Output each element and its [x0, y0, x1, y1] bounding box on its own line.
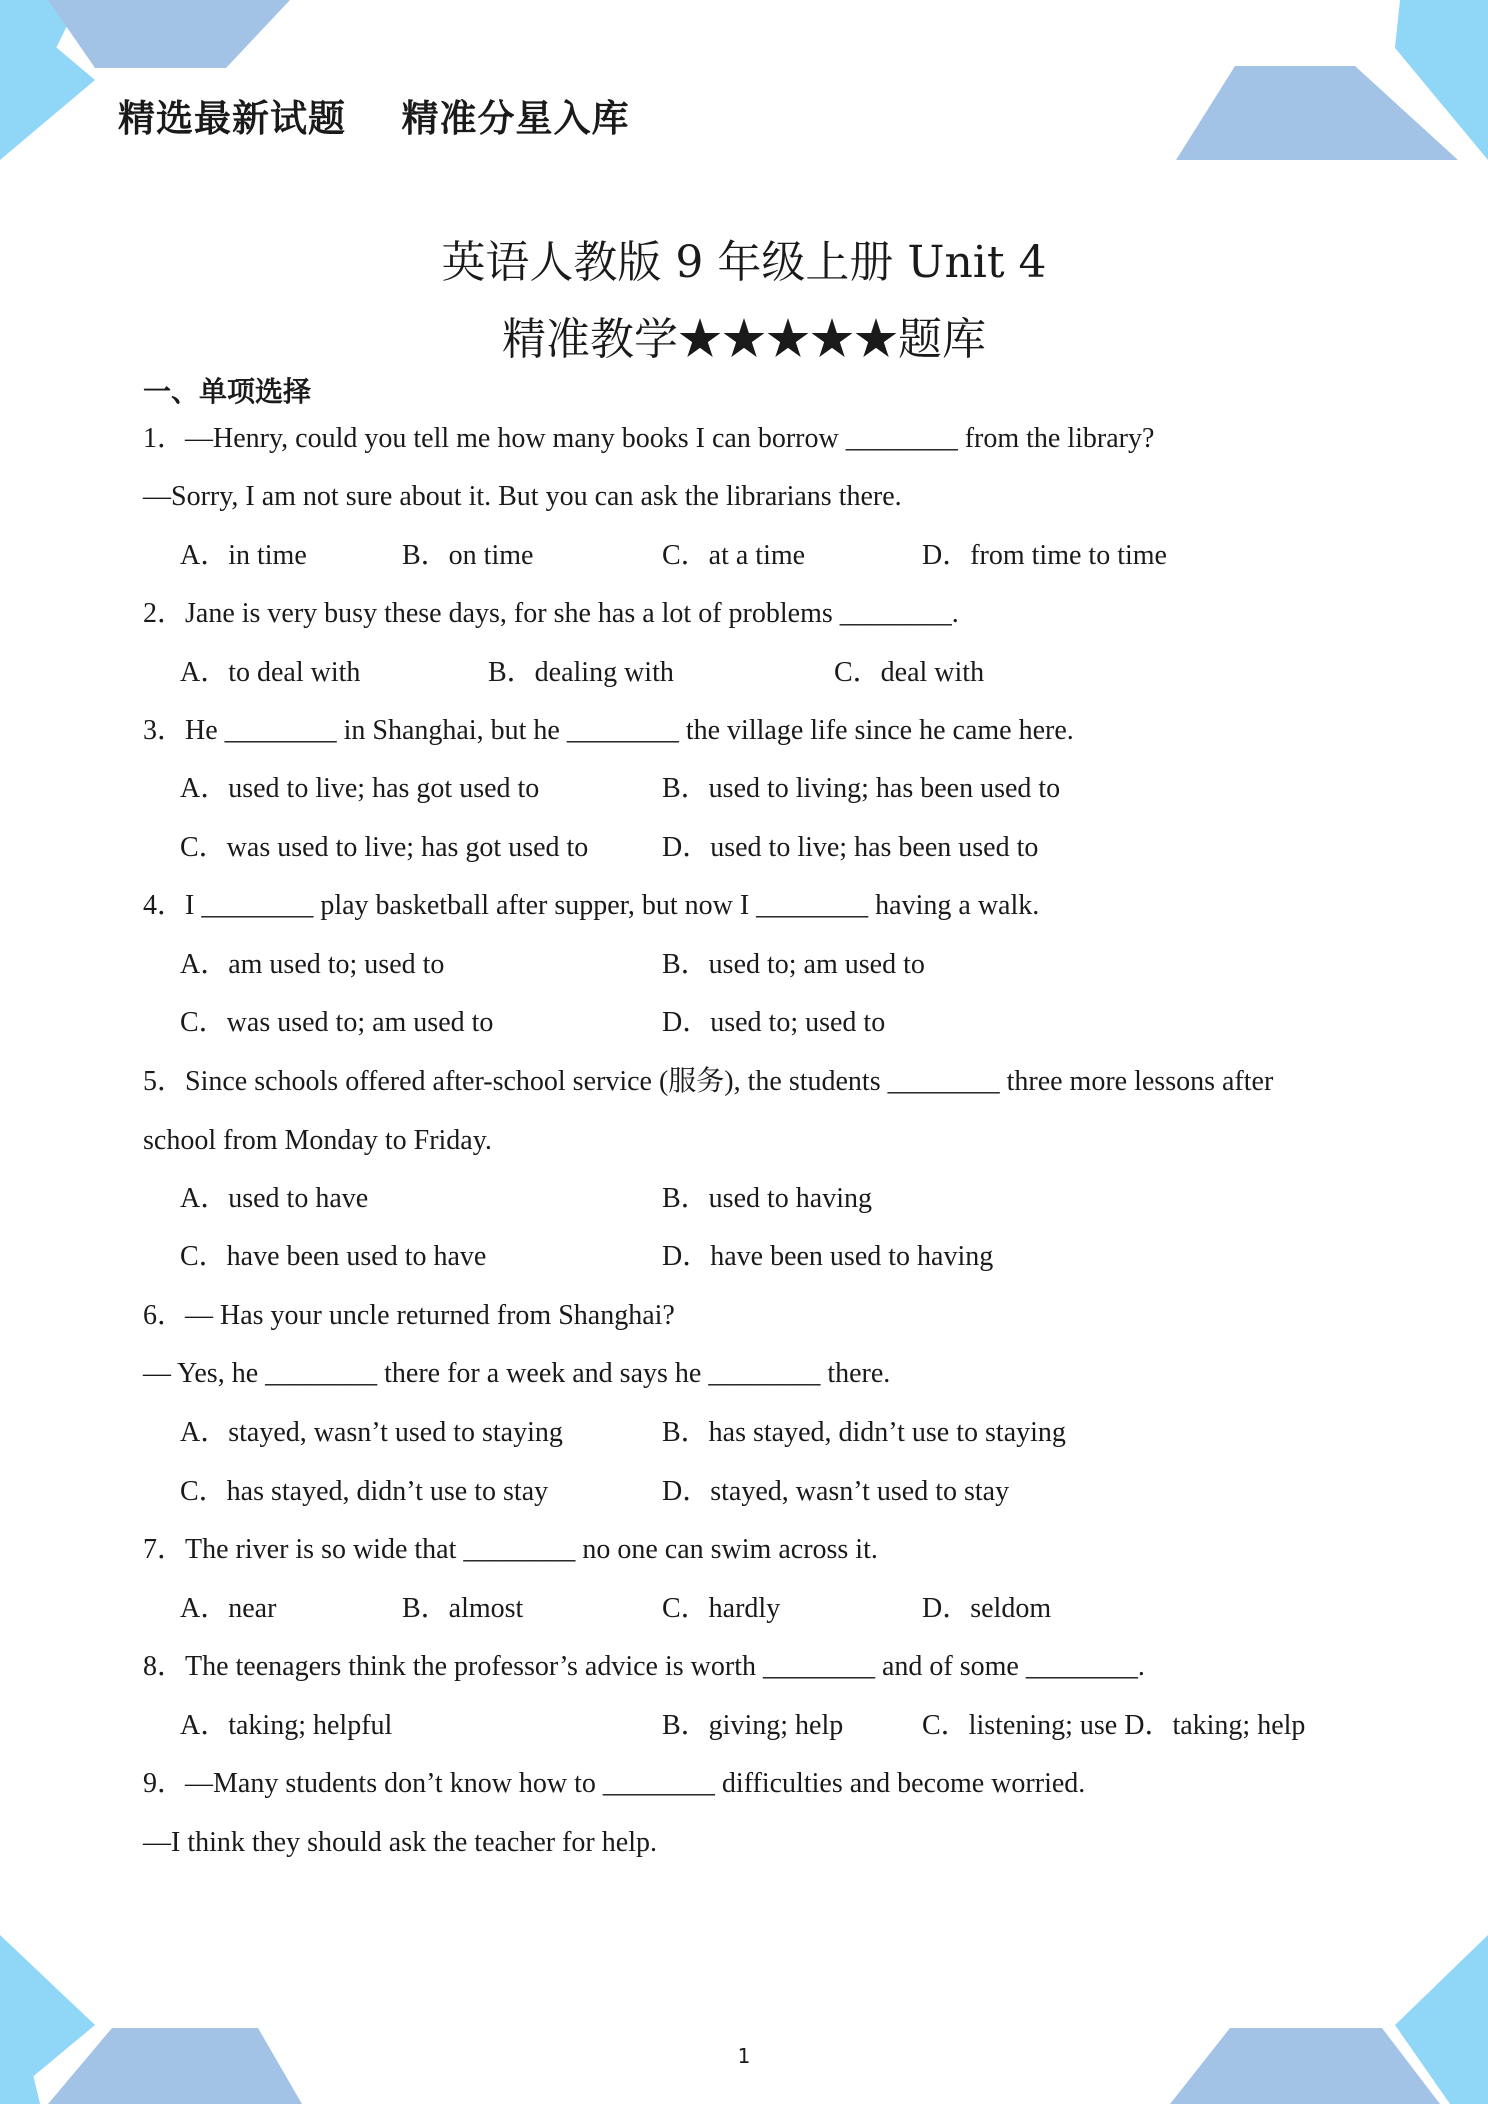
question-1-line-2: —Sorry, I am not sure about it. But you can ask the librarians there.	[143, 481, 902, 512]
question-6-line-2: — Yes, he ________ there for a week and says he ________ there.	[143, 1358, 891, 1389]
question-7-option-c: C．hardly	[662, 1593, 781, 1624]
question-7-option-d: D．seldom	[922, 1593, 1052, 1624]
question-2-option-a: A．to deal with	[180, 657, 361, 688]
question-8-option-a: A．taking; helpful	[180, 1710, 393, 1741]
question-2-line-1: 2．Jane is very busy these days, for she has a lot of problems ________.	[143, 598, 959, 629]
question-6-option-c: C．has stayed, didn’t use to stay	[180, 1476, 549, 1507]
page-subtitle: 精准教学★★★★★题库	[502, 314, 986, 365]
page-number: 1	[737, 2044, 751, 2068]
question-4-option-b: B．used to; am used to	[662, 949, 925, 980]
question-5-option-c: C．have been used to have	[180, 1241, 487, 1272]
question-8-option-b: B．giving; help	[662, 1710, 844, 1741]
question-5-option-a: A．used to have	[180, 1183, 369, 1214]
question-5-line-1: 5．Since schools offered after-school service (服务), the students ________ three more lessons after	[143, 1066, 1274, 1097]
question-2-option-b: B．dealing with	[488, 657, 674, 688]
question-5-option-b: B．used to having	[662, 1183, 872, 1214]
question-2-option-c: C．deal with	[834, 657, 985, 688]
question-7-option-b: B．almost	[402, 1593, 524, 1624]
question-4-option-c: C．was used to; am used to	[180, 1007, 494, 1038]
question-9-line-1: 9．—Many students don’t know how to ________ difficulties and become worried.	[143, 1768, 1086, 1799]
question-1-line-1: 1．—Henry, could you tell me how many books I can borrow ________ from the library?	[143, 423, 1155, 454]
question-4-option-d: D．used to; used to	[662, 1007, 886, 1038]
question-9-line-2: —I think they should ask the teacher for help.	[143, 1827, 657, 1858]
question-5-line-2: school from Monday to Friday.	[143, 1125, 492, 1156]
question-8-option-cd: C．listening; use D．taking; help	[922, 1710, 1306, 1741]
question-7-line-1: 7．The river is so wide that ________ no one can swim across it.	[143, 1534, 878, 1565]
question-6-option-d: D．stayed, wasn’t used to stay	[662, 1476, 1010, 1507]
question-1-option-a: A．in time	[180, 540, 307, 571]
question-4-line-1: 4．I ________ play basketball after supper, but now I ________ having a walk.	[143, 890, 1040, 921]
page-title: 英语人教版 9 年级上册 Unit 4	[441, 237, 1047, 288]
question-5-option-d: D．have been used to having	[662, 1241, 994, 1272]
question-8-line-1: 8．The teenagers think the professor’s advice is worth ________ and of some ________.	[143, 1651, 1145, 1682]
question-3-option-c: C．was used to live; has got used to	[180, 832, 589, 863]
question-1-option-d: D．from time to time	[922, 540, 1167, 571]
question-3-option-b: B．used to living; has been used to	[662, 773, 1061, 804]
question-3-line-1: 3．He ________ in Shanghai, but he ________ the village life since he came here.	[143, 715, 1074, 746]
question-6-option-a: A．stayed, wasn’t used to staying	[180, 1417, 563, 1448]
question-6-line-1: 6．— Has your uncle returned from Shanghai?	[143, 1300, 675, 1331]
question-3-option-a: A．used to live; has got used to	[180, 773, 540, 804]
question-1-option-b: B．on time	[402, 540, 534, 571]
section-heading: 一、单项选择	[143, 375, 312, 408]
question-3-option-d: D．used to live; has been used to	[662, 832, 1039, 863]
question-6-option-b: B．has stayed, didn’t use to staying	[662, 1417, 1066, 1448]
question-1-option-c: C．at a time	[662, 540, 806, 571]
question-7-option-a: A．near	[180, 1593, 277, 1624]
question-4-option-a: A．am used to; used to	[180, 949, 445, 980]
header-banner: 精选最新试题 精准分星入库	[118, 97, 630, 140]
